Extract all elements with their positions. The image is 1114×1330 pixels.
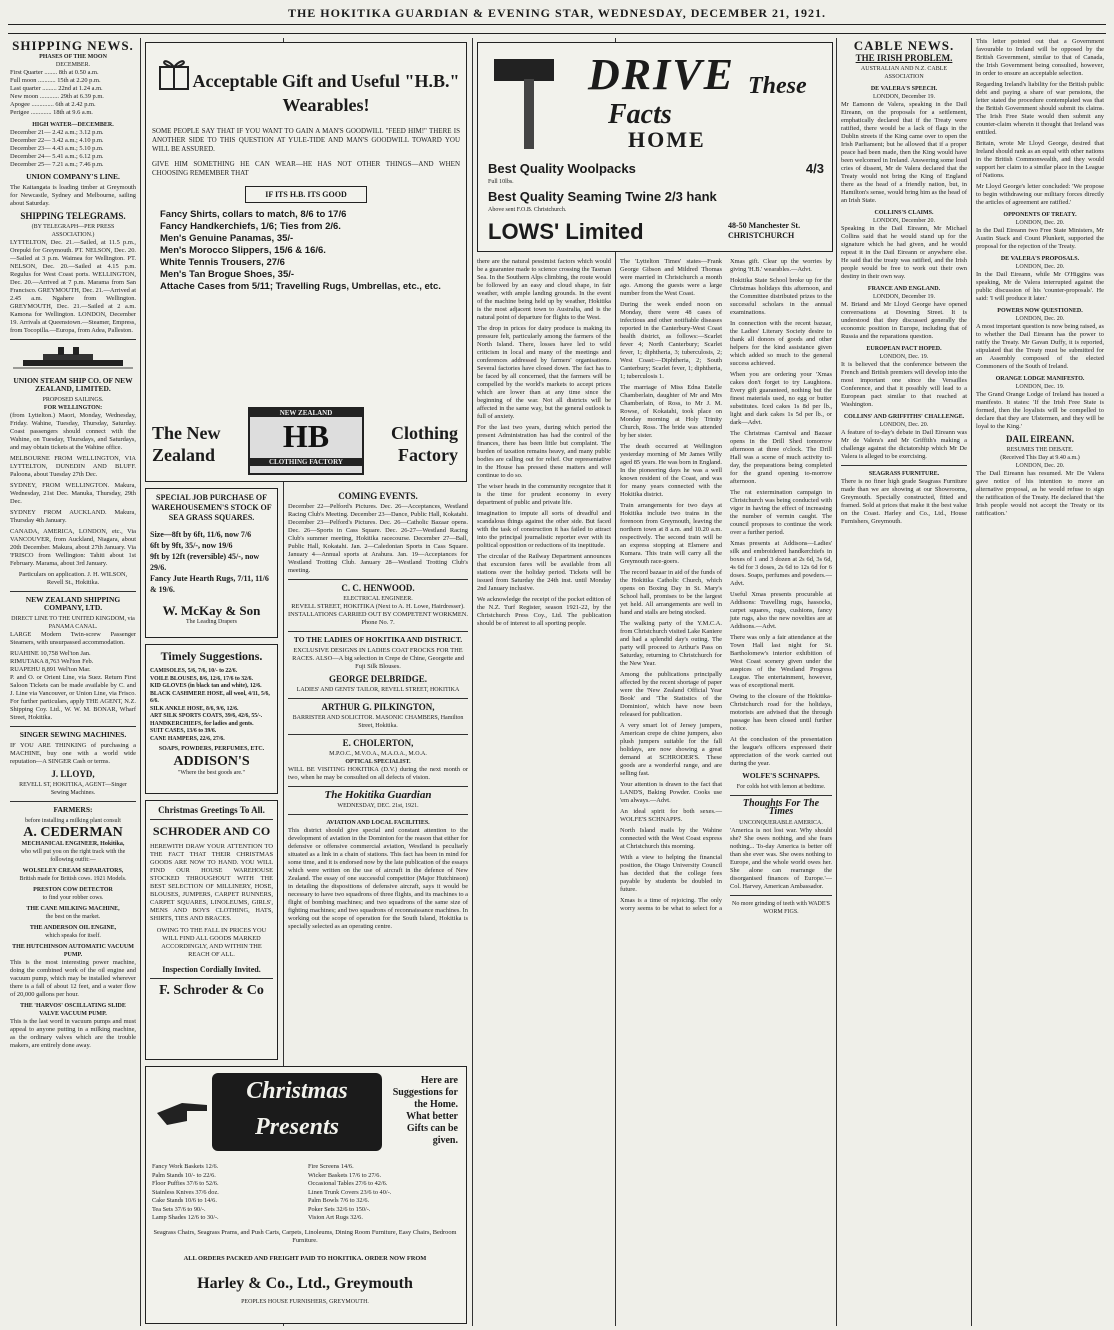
delbridge-name: GEORGE DELBRIDGE. [328, 674, 428, 684]
seagrass-text: There is no finer high grade Seagrass Furniture made than we are showing at our Showrooms, Greymouth. Specially constructed, fitted and framed. Sold at prices that make it the best value on the Coast. Harley and Co., Ltd., House Furnishers, Greymouth. [841, 478, 967, 525]
griffith-heading: COLLINS' AND GRIFFITHS' CHALLENGE. [843, 414, 965, 420]
news-para: Owing to the closure of the Hokitika-Christchurch road for the holidays, motorists are advised that the through passage has been closed until further notice. [730, 693, 832, 732]
schroder-text-2: OWING TO THE FALL IN PRICES YOU WILL FIND ALL GOODS MARKED ACCORDINGLY, AND WITHIN THE REACH OF ALL. [156, 927, 267, 958]
orange-date: LONDON, Dec. 19. [1015, 384, 1065, 390]
aviation-text: This district should give special and constant attention to the development of aviation in the Dominion for the reason that either for defensive or offensive commercial aviation, Westland is peculiarly situated as a link in a chain of stations. This fact has been in mind for some time, and it is endorsed now by the late publication of the essays which were written on the use of aircraft in the defence of New Zealand. The essay of one successful competitor (Major Hutchinson) in detailing the dispositions of defensive aircraft, says it would be necessary to have two squadrons of three flights, and its machines to a flight of bombing machines; and two squadrons of the same size of fighting machines; and two squadrons of reconnaissance machines. In working out the scope of operation for the South Island, Hokitika is specially selected as an operating centre. [288, 827, 468, 930]
harley-item: Linen Trunk Covers 23/6 to 40/-. [308, 1188, 392, 1196]
harley-item: Floor Puffies 37/6 to 52/6. [152, 1180, 219, 1187]
dail-sub: RESUMES THE DEBATE. [1006, 447, 1074, 453]
devalera-date: LONDON, December 19. [873, 94, 935, 100]
cable-news-column [841, 38, 967, 1326]
divider [150, 819, 273, 820]
harley-item: Wicker Baskets 17/6 to 27/6. [308, 1171, 382, 1179]
water-row: December 23— 4.43 a.m.; 5.10 p.m. [10, 145, 104, 152]
hb-brand [152, 403, 458, 475]
telegrams-heading: SHIPPING TELEGRAMS. [20, 211, 126, 221]
shipping-column [10, 38, 136, 1326]
singer-address: REVELL ST, HOKITIKA, AGENT—Singer Sewing Machines. [19, 782, 127, 796]
timely-item: ART SILK SPORTS COATS, 39/6, 42/6, 55/-. [150, 713, 263, 719]
schroder-signature: F. Schroder & Co [159, 983, 264, 998]
divider [288, 698, 468, 699]
moon-row: Last quarter ......... 22nd at 1.24 a.m. [10, 85, 103, 92]
harley-order: ALL ORDERS PACKED AND FREIGHT PAID TO HOKITIKA. ORDER NOW FROM [183, 1255, 427, 1262]
powers-heading: POWERS NOW QUESTIONED. [997, 308, 1083, 314]
timely-item: BLACK CASHMERE HOSE, all wool, 4/11, 5/6, 6/6. [150, 690, 270, 704]
usco-text: SYDNEY, FROM WELLINGTON. Makura, Wednesday, 21st Dec. Manuka, Thursday, 29th Dec. [10, 482, 136, 505]
hb-logo-bottom: CLOTHING FACTORY [250, 458, 362, 466]
nzsc-text: LARGE Modern Twin-screw Passenger Steamers, with unsurpassed accommodation. [10, 631, 136, 646]
harley-item: Cake Stands 10/6 to 14/6. [152, 1197, 217, 1204]
news-para: Useful Xmas presents procurable at Addisons: Travelling rugs, hassocks, carpet squares, rugs, cushions, fancy jute rugs, also the new novelties are at Addisons.—Advt. [730, 591, 832, 630]
timely-item: HANDKERCHIEFS, for ladies and gents. [150, 720, 254, 727]
moon-row: Apogee .............. 6th at 2.42 p.m. [10, 101, 96, 108]
harley-item: Tea Sets 37/6 to 90/-. [152, 1205, 206, 1213]
moon-month: DECEMBER. [55, 62, 91, 68]
wolfe-sub: For colds hot with lemon at bedtime. [736, 784, 826, 790]
divider [288, 734, 468, 735]
hb-brand-left: The New [152, 423, 221, 443]
editorial-para: The circular of the Railway Department announces that excursion fares will be available from all stations over the holiday period. Tickets will be issued from Saturday the 24th inst. until Monday 2nd January inclusive. [477, 553, 611, 592]
news-para: During the week ended noon on Monday, there were 48 cases of infectious and other notifiable diseases reported in the Canterbury-West Coast health district, as follows:—Scarlet fever 4; North Canterbury; Scarlet fever, 1; diphtheria, 3; tuberculosis, 2; West Coast:—Diphtheria, 2; South Canterbury; Scarlet fever, 1; diphtheria, 1; tuberculosis 1. [620, 301, 722, 380]
singer-text: IF YOU ARE THINKING of purchasing a MACHINE, buy one with a world wide reputation—A SINGER Cash or terms. [10, 742, 136, 765]
news-column [620, 258, 832, 1324]
hb-brand-right: Clothing [390, 423, 458, 443]
masthead-rule-2 [8, 33, 1106, 34]
harley-item: Fire Screens 14/6. [308, 1163, 354, 1170]
woolpacks-sub: Full 10lbs. [488, 179, 514, 185]
timely-item: KID GLOVES (in black tan and white), 12/6. [150, 683, 262, 689]
woolpacks-line [488, 161, 824, 176]
optical-heading: OPTICAL SPECIALIST. [345, 759, 411, 765]
column-divider [472, 38, 473, 1326]
presents-banner [212, 1073, 382, 1151]
harvos-heading: THE 'HARVOS' OSCILLATING SLIDE VALVE VACUUM PUMP. [20, 1003, 126, 1017]
aviation-heading: AVIATION AND LOCAL FACILITIES. [326, 820, 430, 826]
editorial-para: We acknowledge the receipt of the pocket edition of the N.Z. Turf Register, season 1921-22, by the Christchurch Press Coy., Ltd. The publication should be of interest to all sporting people. [477, 596, 611, 627]
news-para: There was only a fair attendance at the Town Hall last night for St. Bartholomew's interior exhibition of West Coast scenery given under the auspices of the Westland Progress League. The entertainment, however, was of exceptional merit. [730, 634, 832, 689]
orange-text: The Grand Orange Lodge of Ireland has issued a manifesto. It states: 'If the Irish Free State is formed, then the loyalists will be compelled to declare that they are Ulstermen, and they will be loyal to the King.' [976, 391, 1104, 430]
hb-item: Men's Genuine Panamas, 35/- [160, 233, 294, 244]
svg-text:HB: HB [282, 418, 330, 453]
xmas-greeting: Christmas Greetings To All. [158, 805, 265, 815]
moon-row: Full moon ........... 15th at 2.20 p.m. [10, 77, 101, 84]
hutchinson-text: This is the most interesting power machine, doing the combined work of the oil engine and vacuum pump, which may be installed wherever there is a fall of about 12 feet, and a water flow of 20,000 gallons per hour. [10, 959, 136, 998]
harley-item: Poker Sets 32/6 to 150/-. [308, 1205, 371, 1213]
harley-item: Lamp Shades 12/6 to 30/-. [152, 1214, 219, 1221]
news-para: Hokitika State School broke up for the Christmas holidays this afternoon, and the Committee distributed prizes to the successful scholars in the annual examinations. [730, 277, 832, 316]
news-para: The death occurred at Wellington yesterday morning of Mr James Willy aged 85 years. He was born in England. In the pioneering days he was a well known resident of the Coast, and was for many years connected with the Hokitika district. [620, 443, 722, 498]
usco-text: MELBOURNE FROM WELLINGTON, VIA LYTTELTON, DUNEDIN AND BLUFF. Paloona, about Tuesday 27th Dec. [10, 455, 136, 478]
nzsc-row: RUAPEHU 8,891 Wel'ton Mar. [10, 666, 91, 673]
news-para: Train arrangements for two days at Hokitika include two trains in the forenoon from Greymouth, leaving the northern town at 8 a.m. and 10.20 a.m. respectively. The second train will be an express stopping at Elsmere and Kumara. This train will carry all the Greymouth race-goers. [620, 502, 722, 565]
shipping-news-heading: SHIPPING NEWS. [12, 38, 134, 53]
timely-item: CAMISOLES, 5/6, 7/6, 10/- to 22/6. [150, 668, 238, 674]
wolseley-sub: British made for British cows. 1921 Models. [19, 876, 127, 882]
telegrams-sub: (BY TELEGRAPH—PER PRESS ASSOCIATION.) [31, 224, 115, 238]
hb-text-2: GIVE HIM SOMETHING HE CAN WEAR—HE HAS NOT OTHER THINGS—AND WHEN CHOOSING REMEMBER THAT [152, 160, 460, 177]
woolpacks-price: 4/3 [805, 161, 824, 176]
hb-item: Men's Tan Brogue Shoes, 35/- [160, 269, 295, 280]
cable-news-column-2 [976, 38, 1104, 1326]
hb-logo-mark [266, 417, 346, 453]
drive-text: DRIVE [588, 50, 735, 99]
timely-item: SILK ANKLE HOSE, 8/6, 9/6, 12/6. [150, 705, 239, 712]
news-para: The Christmas Carnival and Bazaar opens in the Drill Shed tomorrow afternoon at three o'clock. The Drill Hall was a scene of much activity to-day, the preparations being completed for the grand opening to-morrow afternoon. [730, 430, 832, 485]
news-para: When you are ordering your 'Xmas cakes don't forget to try Laughtons. Every gift guaranteed, nothing but the finest materials used, no egg or butter substitutes. Iced cakes 1s 8d per lb., light and dark cakes 1s 5d per lb., or dark—Advt. [730, 371, 832, 426]
dail-heading: DAIL EIREANN. [1005, 434, 1074, 444]
special-item: Fancy Jute Hearth Rugs, 7/11, 11/6 & 19/6. [150, 574, 269, 594]
news-para: The record bazaar in aid of the funds of the Hokitika Catholic Church, which opens on Boxing Day in St. Mary's School hall, promises to be the largest yet held. All arrangements are well in hand and stalls are being stocked. [620, 569, 722, 616]
farmers-text: before installing a milking plant consult [25, 818, 121, 824]
anderson-sub: which speaks for itself. [45, 933, 101, 939]
dail-date: LONDON, Dec. 20. [1015, 463, 1065, 469]
telegrams-text: LYTTELTON, Dec. 21.—Sailed, at 11.5 p.m., Orepuki for Greymouth. PT. NELSON, Dec. 20.—Sailed at 3 p.m. Waimea for Wellington. PT. NELSON, Dec. 20.—Sailed at 4.15 p.m. Regulus for West Coast ports. WELLINGTON, Dec. 20.—Arrived at 7 p.m. Marama from San Francisco. GREYMOUTH, Dec. 21.—Arrived at 2.45 a.m. Ngahere from Wellington. GREYMOUTH, Dec. 21.—Sailed at 2 a.m. Kamona for Wellington. LONDON, December 19. Arrivals at Queenstown.—Steamer, Empress, from Tocopilla.—Europa, from Adea, Palleston. [10, 239, 136, 334]
nzsc-row: RUAHINE 10,758 Wel'ton Jan. [10, 650, 91, 657]
editorial-para: there are the natural pessimist factors which would be a guarantee made to science crossing the Tasman Sea. In the Southern Alps climbing, the route would be followed by an easy and cloud shape, in fair weather, with ample landing grounds. In the event of the machine being held up by weather, Hokitika is the most adjacent town to Australia, and is the natural point of departure for flights to the West. [477, 258, 611, 321]
timely-title: Timely Suggestions. [160, 649, 263, 663]
home-text: HOME [628, 127, 706, 152]
harley-text: Seagrass Chairs, Seagrass Prams, and Push Carts, Carpets, Linoleums, Dining Room Furniture, Easy Chairs, Bedroom Furniture. [153, 1229, 457, 1244]
addison-name: ADDISON'S [173, 754, 250, 769]
harley-item: Palm Bowls 7/6 to 32/6. [308, 1197, 370, 1204]
france-heading: FRANCE AND ENGLAND. [867, 286, 941, 292]
news-para: Xmas presents at Addisons—Ladies' silk and embroidered handkerchiefs in boxes of 1 and 3 dozen at 2s 6d, 3s 6d, 4s 6d for 3 doses, 2s 6d to 12s 6d for 6 doses. Soaps, perfumes and powders.—Advt. [730, 540, 832, 587]
addison-sub: "Where the best goods are." [177, 770, 246, 776]
woolpacks-label: Best Quality Woolpacks [488, 161, 636, 176]
timely-item: CANE HAMPERS, 22/6, 27/6. [150, 735, 225, 742]
coming-events-heading: COMING EVENTS. [338, 491, 418, 501]
presents-title-1: Christmas [246, 1078, 348, 1104]
usco-heading: UNION STEAM SHIP CO. OF NEW ZEALAND, LIMITED. [13, 376, 133, 393]
usco-particulars: Particulars on application. J. H. WILSON, Revell St., Hokitika. [18, 571, 128, 586]
news-para: The walking party of the Y.M.C.A. from Christchurch visited Lake Kaniere and had a splendid day's outing. The party will proceed to Arthur's Pass on Saturday, returning to Christchurch for the New Year. [620, 620, 722, 667]
optical-text: WILL BE VISITING HOKITIKA (D.V.) during the next month or two, when he may be consulted on all defects of vision. [288, 766, 468, 781]
high-water-heading: HIGH WATER—DECEMBER. [32, 122, 114, 128]
hb-item: White Tennis Trousers, 27/6 [160, 257, 285, 268]
cable-news-heading: CABLE NEWS. [853, 38, 955, 53]
singer-agent: J. LLOYD, [51, 769, 95, 779]
hb-brand-left-2: Zealand [152, 445, 216, 465]
news-para: A very smart lot of Jersey jumpers, American crepe de chine jumpers, also plush jumpers suitable for the fall holidays, are now showing a great demand at SCHRODER'S. These goods are a wonderful range, and are selling fast. [620, 722, 722, 777]
divider [288, 579, 468, 580]
dail-received: (Received This Day at 9.40 a.m.) [1000, 455, 1080, 461]
news-para: Your attention is drawn to the fact that LAND'S, Baking Powder. Cooks use 'em always.—Advt. [620, 781, 722, 804]
claims-date: LONDON, December 20. [873, 218, 935, 224]
hb-item: Men's Morocco Slippers, 15/6 & 16/6. [160, 245, 326, 256]
devalera-heading: DE VALERA'S SPEECH. [870, 86, 938, 92]
mckay-sub: The Leading Drapers [186, 619, 237, 625]
delbridge-sub: LADIES' AND GENTS' TAILOR, REVELL STREET, HOKITIKA [296, 687, 460, 693]
news-para: With a view to helping the financial position, the Otago University Council has decided that the college fees payable by students be doubled in future. [620, 854, 722, 893]
ladies-text: EXCLUSIVE DESIGNS IN LADIES COAT FROCKS FOR THE RACES. ALSO—A big selection in Crepe de Chine, Georgette and Fuji Silk Blouses. [292, 647, 464, 670]
news-para: The 'Lyttelton Times' states—Frank George Gibson and Mildred Thomas were married in Christchurch a month ago. Among the guests were a large number from the West Coast. [620, 258, 722, 297]
cable-para: Regarding Ireland's liability for the British public debt and paying a share of war pensions, the letter stated the procedure contemplated was that the British Government should submit its claims. The Irish Free State would then submit any counter-claim wherein it thought that Ireland was entitled. [976, 81, 1104, 136]
moon-heading: PHASES OF THE MOON [39, 54, 107, 60]
news-para: Among the publications principally affected by the recent shortage of paper were the 'New Zealand Official Year Book' and 'The Statistics of the Dominion', which have now been released for publication. [620, 671, 722, 718]
henwood-sub: ELECTRICAL ENGINEER. [343, 596, 413, 602]
water-row: December 22— 3.42 a.m.; 4.10 p.m. [10, 137, 104, 144]
timely-item: VOILE BLOUSES, 8/6, 12/6, 17/6 to 32/6. [150, 675, 253, 682]
cane-sub: the best on the market. [45, 914, 101, 920]
protecow-heading: PRESTON COW DETECTOR [33, 887, 113, 893]
special-item: 6ft by 9ft, 35/-, now 19/6 [150, 541, 233, 550]
pilkington-sub: BARRISTER AND SOLICITOR. MASONIC CHAMBERS, Hamilton Street, Hokitika. [292, 715, 464, 729]
presents-title-2: Presents [255, 1114, 339, 1140]
events-column [288, 488, 468, 1060]
harvos-text: This is the last word in vacuum pumps and must appeal to anyone putting in a milking machine, as the ordinary valves which are the trouble makers, are entirely done away. [10, 1018, 136, 1049]
hb-logo-top: NEW ZEALAND [250, 409, 362, 417]
water-row: December 24— 5.41 a.m.; 6.12 p.m. [10, 153, 104, 160]
wolfe-heading: WOLFE'S SCHNAPPS. [742, 771, 820, 780]
moon-row: New moon ............ 29th at 6.39 p.m. [10, 93, 104, 100]
powers-text: A most important question is now being raised, as to whether the Dail Eireann has the power to ratify the Treaty. Mr Gavan Duffy, it is reported, stipulated that the Treaty must be submitted for an Assembly composed of the elected Commoners of the South of Ireland. [976, 323, 1104, 370]
nzsc-text: P. and O. or Orient Line, via Suez. Return First Saloon Tickets can be made available by C. and J. Line via Vancouver, or Union Line, via Frisco. For further particulars, apply THE AGENT, N.Z. Shipping Coy. Ltd., W. W. M. BONAR, Wharf Street, Hokitika. [10, 674, 136, 721]
cane-heading: THE CANE MILKING MACHINE, [26, 906, 120, 912]
europe-text: It is believed that the conference between the French and British premiers will develop into the most important one since the Versailles Conference, and that it possibly will lead to a European pact similar to that reached at Washington. [841, 361, 967, 408]
harley-name: Harley & Co., Ltd., Greymouth [197, 1275, 413, 1292]
editorial-para: For the last two years, during which period the present Administration has had the control of the finances, there has been little but complaint. The burden of taxation remains heavy, and many public bodies are calling out for relief. Our representative in the House has pressed these matters and will continue to do so. [477, 424, 611, 479]
hb-brand-right-2: Factory [398, 445, 458, 465]
lows-brand: LOWS' Limited [488, 219, 644, 244]
divider [288, 631, 468, 632]
presents-suggestion: Here are Suggestions for the Home. What better Gifts can be given. [392, 1075, 458, 1146]
column-divider [971, 38, 972, 1326]
protecow-sub: to find your robber cows. [42, 895, 104, 901]
harley-sub: PEOPLES HOUSE FURNISHERS, GREYMOUTH. [241, 1299, 369, 1305]
union-line-text: The Kaitangata is loading timber at Greymouth for Newcastle, Sydney and Melbourne, sailing about Saturday. [10, 184, 136, 207]
news-para: At the conclusion of the presentation the league's officers expressed their appreciation of the work carried out during the year. [730, 736, 832, 767]
column-divider [140, 38, 141, 1326]
editorial-para: The drop in prices for dairy produce is making its pressure felt, particularly among the farmers of the North Island. There, losses have led to wild criticism in local and many of the meetings and conferences addressed by farmers' organisations. Several factories have closed down. The fact has to be faced by all concerned, that the farmers will be compelled by the world's markets to accept prices which are lower than at any time since the beginning of the war. Not all districts will be affected in the same way, but the general outlook is full of anxiety. [477, 325, 611, 420]
facts-text: Facts [608, 99, 672, 130]
divider [288, 786, 468, 787]
timely-more: SOAPS, POWDERS, PERFUMES, ETC. [158, 746, 265, 752]
special-item: Size—8ft by 6ft, 11/6, now 7/6 [150, 530, 252, 539]
harley-item: Vision Art Rugs 32/6. [308, 1214, 363, 1221]
timely-item: SUIT CASES, 13/6 to 39/6. [150, 728, 217, 734]
twine-line: Best Quality Seaming Twine 2/3 hank [488, 189, 717, 204]
cholerton-sub: M.P.O.C., M.V.O.A., M.A.O.A., M.O.A. [329, 751, 427, 757]
lows-ad [477, 42, 833, 252]
hutchinson-heading: THE HUTCHINSON AUTOMATIC VACUUM PUMP. [12, 944, 134, 958]
moon-row: First Quarter ........ 8th at 0.50 a.m. [10, 69, 99, 76]
france-date: LONDON, December 19. [873, 294, 935, 300]
harley-item: Palm Stands 10/- to 22/6. [152, 1171, 216, 1179]
proposals-text: In the Dail Eireann, while Mr O'Higgins was speaking, Mr de Valera interrupted against the public discussion of his 'counter-proposals'. He said: 'I will produce it later.' [976, 271, 1104, 302]
seagrass-heading: SEAGRASS FURNITURE. [868, 471, 940, 477]
nzsc-heading: NEW ZEALAND SHIPPING COMPANY, LTD. [25, 595, 121, 612]
divider [150, 978, 273, 979]
orange-heading: ORANGE LODGE MANIFESTO. [995, 376, 1085, 382]
hb-text: SOME PEOPLE SAY THAT IF YOU WANT TO GAIN A MAN'S GOODWILL "FEED HIM!" THERE IS ANOTHER SIDE TO THIS QUESTION AT YULE-TIDE AND MAN'S GOODWILL TOWARD YOU WILL BE ASSURED. [152, 127, 460, 153]
water-row: December 25— 7.21 a.m.; 7.46 p.m. [10, 161, 104, 168]
hb-logo [248, 407, 364, 475]
news-para: The rat extermination campaign in Christchurch was being conducted with vigor in having the effect of increasing the number of vermin caught. The council proposes to continue the work over a further period. [730, 489, 832, 536]
cable-association: AUSTRALIAN AND N.Z. CABLE ASSOCIATION [860, 66, 948, 80]
cable-para: Britain, wrote Mr Lloyd George, desired that Ireland should rank as an equal with other nations in the British Commonwealth, and they would support her claim to a similar place in the League of Nations. [976, 140, 1104, 179]
nzsc-sub: DIRECT LINE TO THE UNITED KINGDOM, via PANAMA CANAL. [11, 616, 135, 630]
claims-text: Speaking in the Dail Eireann, Mr Michael Collins said that he would stand up for the signature which he had given, and he would repeat it in the Dail Eireann or anywhere else. He said that the treaty was ratified, and the Irish people would be free to work out their own destiny in their own way. [841, 225, 967, 280]
pilkington-name: ARTHUR G. PILKINGTON, [321, 702, 435, 712]
divider [841, 465, 967, 466]
opponents-heading: OPPONENTS OF TREATY. [1003, 212, 1077, 218]
hb-wearables-ad [145, 42, 467, 482]
mckay-name: W. McKay & Son [162, 603, 261, 618]
worm-figs-ad: No more grinding of teeth with WADE'S WORM FIGS. [732, 901, 830, 915]
nzsc-row: RIMUTAKA 8,763 Wel'ton Feb. [10, 658, 94, 665]
divider [10, 591, 136, 592]
ladies-heading: TO THE LADIES OF HOKITIKA AND DISTRICT. [293, 635, 463, 644]
france-text: M. Briand and Mr Lloyd George have opened conversations at Downing Street. It is understood that they discussed generally the economic position in Europe, including that of Russia and the reparations question. [841, 301, 967, 340]
singer-heading: SINGER SEWING MACHINES. [19, 730, 127, 739]
cable-para: This letter pointed out that a Government favourable to Ireland will be opposed by the British Government, similar to that of Canada, the Irish Government being consulted, however, in order to ensure an acceptable selection. [976, 38, 1104, 77]
union-line-heading: UNION COMPANY'S LINE. [26, 172, 120, 181]
usco-for: FOR WELLINGTON: [43, 405, 103, 411]
gift-icon [154, 53, 194, 93]
hb-item: Fancy Shirts, collars to match, 8/6 to 17/6 [160, 209, 347, 220]
masthead: THE HOKITIKA GUARDIAN & EVENING STAR, WEDNESDAY, DECEMBER 21, 1921. [287, 6, 827, 20]
thoughts-heading: Thoughts For The Times [742, 798, 820, 817]
masthead-rule [8, 24, 1106, 25]
opponents-text: In the Dail Eireann two Free State Ministers, Mr Austin Stack and Count Plunkett, supported the proposal for the rejection of the Treaty. [976, 227, 1104, 250]
irish-problem-heading: THE IRISH PROBLEM. [855, 53, 953, 63]
farmers-heading: FARMERS: [53, 805, 93, 814]
divider [10, 801, 136, 802]
dail-text: The Dail Eireann has resumed. Mr De Valera gave notice of his intention to move an alternative proposal, as he would refuse to sign the ratification of the Treaty. He declared that 'the Irish people would not accept the Treaty or its ratification.' [976, 470, 1104, 517]
usco-sub: PROPOSED SAILINGS. [42, 397, 104, 403]
pointing-hand-icon [152, 1073, 212, 1143]
europe-date: LONDON, Dec. 19. [879, 354, 929, 360]
hb-item: Fancy Handkerchiefs, 1/6; Ties from 2/6. [160, 221, 341, 232]
hb-item: Attache Cases from 5/11; Travelling Rugs, Umbrellas, etc., etc. [160, 281, 441, 292]
europe-heading: EUROPEAN PACT HOPED. [866, 346, 942, 352]
column-divider [836, 38, 837, 1326]
paper-date: WEDNESDAY, DEC. 21st, 1921. [337, 803, 419, 809]
divider [10, 726, 136, 727]
twine-sub: Above sent F.O.B. Christchurch. [488, 207, 567, 213]
griffith-text: A feature of to-day's debate in Dail Eireann was Mr de Valera's and Mr Griffith's making a challenge against the dictatorship which Mr De Valera is alleged to be exercising. [841, 429, 967, 460]
thoughts-sub: UNCONQUERABLE AMERICA. [739, 820, 823, 826]
hb-good-badge: IF ITS H.B. ITS GOOD [245, 186, 367, 203]
cederman-sub: MECHANICAL ENGINEER, Hokitika, [21, 841, 125, 847]
henwood-text: REVELL STREET, HOKITIKA (Next to A. H. Lowe, Hairdresser). INSTALLATIONS CARRIED OUT BY COMPETENT WORKMEN. Phone No. 7. [288, 603, 468, 626]
wolseley-heading: WOLSELEY CREAM SEPARATORS, [22, 868, 124, 874]
editorial-para: The wiser heads in the community recognize that it is the time for prudent economy in every department of public and private life. [477, 483, 611, 506]
devalera-text: Mr Eamonn de Valera, speaking in the Dail Eireann, on the proposals for a settlement, emphatically declared that if the Treaty were ratified, there would be a lack of flags in the Dublin streets if the King came over to open the Irish Parliament; but he allowed that if a proper peace had been made, then the King would have been welcomed in Ireland. Answering some loud cries of dissent, Mr de Valera declared that the Treaty would not bring the King of England there as the head of a friendly nation, but, in Hamilton's sense, would bring him as the head of an Irish State. [841, 101, 967, 204]
powers-date: LONDON, Dec. 20. [1015, 316, 1065, 322]
mckay-ad [145, 488, 278, 638]
special-title: SPECIAL JOB PURCHASE OF WAREHOUSEMEN'S STOCK OF SEA GRASS SQUARES. [151, 493, 272, 522]
editorial-para: imagination to impute all sorts of dreadful and scandalous things against the other side. But faced with the task of construction it has failed to attract into the principal journalistic reporter ever with its political opposition or reductions of its ineptitude. [477, 510, 611, 549]
cholerton-name: E. CHOLERTON, [342, 738, 414, 748]
news-para: In connection with the recent bazaar, the Ladies' Literary Society desire to thank all donors of goods and other helpers for the kind assistance given which added so much to the general success achieved. [730, 320, 832, 367]
schroder-title: SCHRODER AND CO [152, 824, 271, 838]
cederman-name: A. CEDERMAN [23, 825, 123, 840]
paper-title: The Hokitika Guardian [324, 789, 432, 801]
steamship-icon [10, 344, 136, 370]
lows-address: 48-50 Manchester St. CHRISTCHURCH [728, 221, 801, 240]
proposals-date: LONDON, Dec. 20. [1015, 264, 1065, 270]
schroder-text: HEREWITH DRAW YOUR ATTENTION TO THE FACT THAT THEIR CHRISTMAS GOODS ARE NOW TO HAND. YOU WILL FIND OUR HOUSE WAREHOUSE STOCKED THROUGHOUT WITH THE BEST SELECTION OF MILLINERY, HOSE, BLOUSES, JUMPERS, CARPET RUNNERS, CARPET SQUARES, LINOLEUMS, GIRLS', MENS AND BOYS CLOTHING, HATS, SHIRTS, TIES AND BRACES. [150, 843, 273, 922]
usco-text: SYDNEY FROM AUCKLAND. Makura, Thursday 4th January. [10, 509, 136, 524]
news-para: North Island mails by the Wahine connected with the West Coast express at Christchurch this morning. [620, 827, 722, 850]
harley-item: Occasional Tables 27/6 to 42/6. [308, 1180, 388, 1187]
cederman-text: who will put you on the right track with the following outfit:— [20, 849, 126, 863]
usco-text: (from Lyttelton.) Maori, Monday, Wednesday, Friday. Wahine, Tuesday, Thursday, Saturday. Coast passengers should connect with the Wahine, on Tuesday, Thursdays, and Saturdays, and may obtain tickets at the Wahine office. [10, 412, 136, 451]
divider [730, 795, 832, 796]
harley-item: Stainless Knives 37/6 doz. [152, 1188, 219, 1196]
hb-title: Acceptable Gift and Useful "H.B." Wearables! [192, 71, 460, 115]
divider [730, 895, 832, 896]
editorial-column [477, 258, 611, 1324]
news-para: Xmas is a time of rejoicing. The only worry seems to be what to select for a Xmas gift. Clear up the worries by giving 'H.B.' wearables.—Advt. [620, 258, 832, 912]
special-item: 9ft by 12ft (reversible) 45/-, now 29/6. [150, 552, 260, 572]
cable-para: Mr Lloyd George's letter concluded: 'We propose to begin withdrawing our military forces directly the articles of agreement are ratified.' [976, 183, 1104, 206]
schroder-ad [145, 800, 278, 1060]
coming-events-text: December 22—Pelford's Pictures. Dec. 26—Acceptances, Westland Racing Club's Meeting. December 23—Dance, Public Hall, Kokatahi. December 23—Pelford's Pictures. Dec. 26—Catholic Bazaar opens. Dec. 26—Sports in Cass Square. Dec. 26-27—Westland Racing Club's summer meeting, Hokitika racecourse. December 27—Ball, Public Hall, Kokatahi. Jan. 2—Caledonian Sports in Cass Square. January 4—Annual sports at Arahura. Jan. 19—Acceptances for Westland Trotting Club. January 28—Westland Trotting Club's meeting. [288, 503, 468, 574]
harley-item: Fancy Work Baskets 12/6. [152, 1163, 219, 1170]
opponents-date: LONDON, Dec. 20. [1015, 220, 1065, 226]
addison-ad [145, 644, 278, 794]
harley-ad [145, 1066, 467, 1324]
griffith-date: LONDON, Dec. 20. [879, 422, 929, 428]
these-text: These [748, 73, 807, 99]
divider [288, 814, 468, 815]
moon-row: Perigee ............. 18th at 9.6 a.m. [10, 109, 93, 116]
news-para: The marriage of Miss Edna Estelle Chamberlain, daughter of Mr and Mrs Chamberlain, of Ross, to Mr J. M. Rowse, of Kokatahi, took place on Monday morning at Holy Trinity Church, Ross. The bride was attended by her sister. [620, 384, 722, 439]
water-row: December 21— 2.42 a.m.; 3.12 p.m. [10, 129, 104, 136]
divider [10, 339, 136, 340]
henwood-name: C. C. HENWOOD. [341, 583, 415, 593]
claims-heading: COLLINS'S CLAIMS. [874, 210, 934, 216]
schroder-invite: Inspection Cordially Invited. [162, 965, 261, 974]
usco-text: CANADA, AMERICA, LONDON, etc., Via VANCOUVER, from Auckland, Niagara, about 20th December. Makura, about 27th January. Via 'FRISCO from Wellington: Tahiti about 1st February. Marama, about 3rd January. [10, 528, 136, 567]
hammer-icon [484, 49, 584, 159]
news-para: An ideal spirit for both sexes.—WOLFE'S SCHNAPPS. [620, 808, 722, 823]
anderson-heading: THE ANDERSON OIL ENGINE, [29, 925, 117, 931]
proposals-heading: DE VALERA'S PROPOSALS. [1000, 256, 1080, 262]
thoughts-text: 'America is not lost war. Why should she? She owes nothing, and she fears nothing... To-day America is better off than she ever was. She owes nothing to Europe, and the whole world owes her. She alone can rearrange the disorganised finances of Europe.'—Col. Harvey, American Ambassador. [730, 827, 832, 890]
